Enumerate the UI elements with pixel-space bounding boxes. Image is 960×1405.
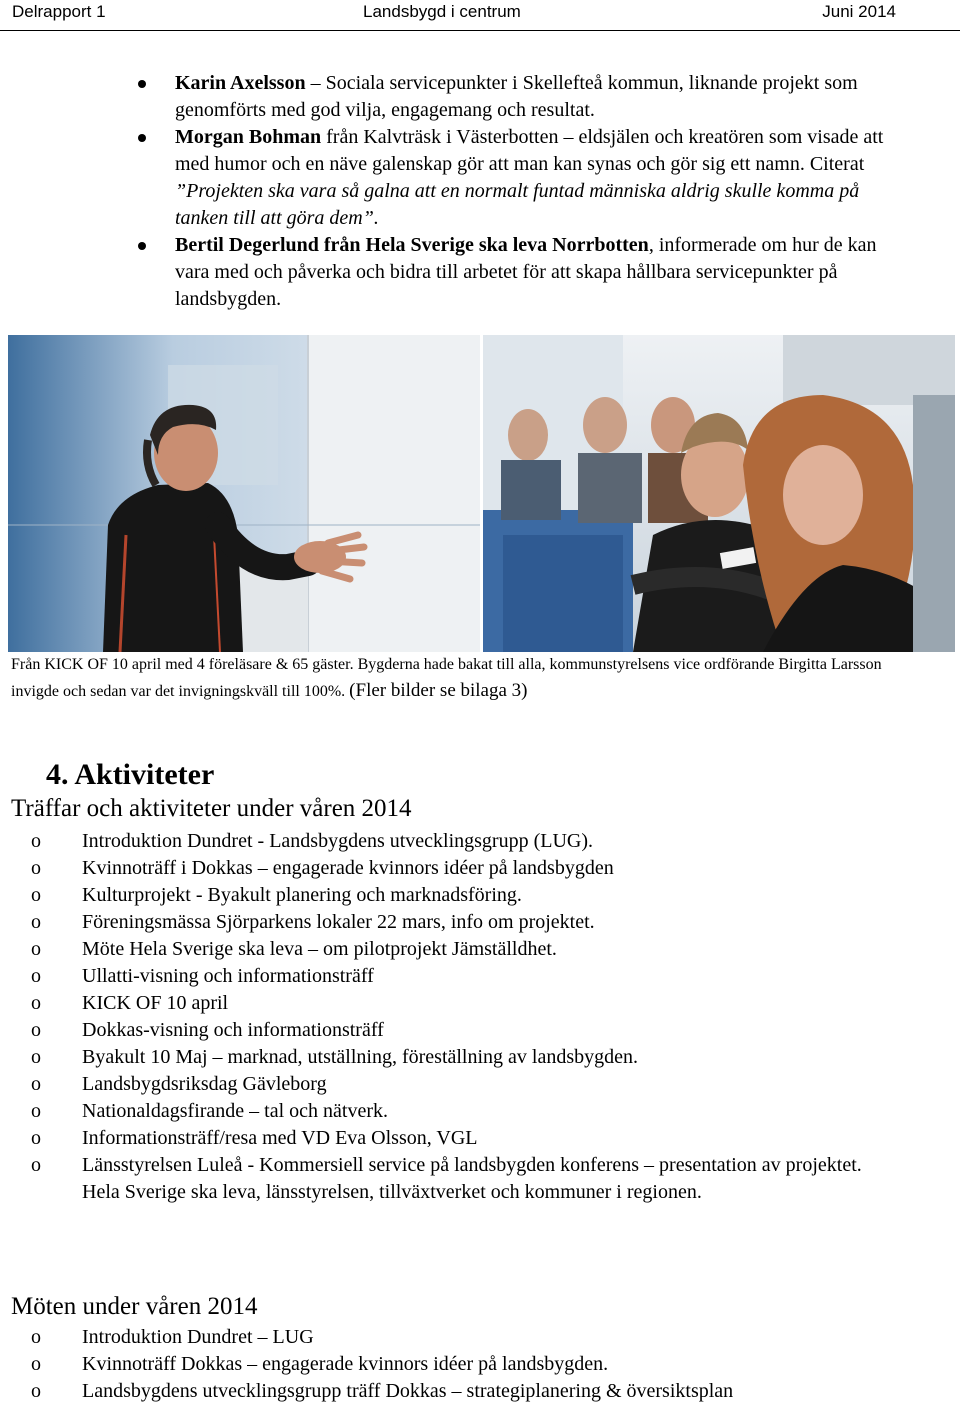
- bullet-dot: [138, 134, 146, 142]
- list-marker: o: [31, 1326, 41, 1348]
- activities-subheading: Träffar och aktiviteter under våren 2014: [11, 795, 412, 822]
- speaker-name: Karin Axelsson: [175, 72, 306, 94]
- list-item: [0, 1378, 900, 1405]
- page-header: [0, 0, 960, 27]
- item-text: Kvinnoträff Dokkas – engagerade kvinnors idéer på landsbygden.: [82, 1353, 609, 1375]
- speaker-list: [137, 70, 897, 313]
- header-rule: [0, 30, 960, 31]
- speaker-photo: [8, 335, 480, 652]
- item-text: Ullatti-visning och informationsträff: [82, 965, 374, 987]
- item-text: Länsstyrelsen Luleå - Kommersiell service på landsbygden konferens – presentation av projektet. Hela Sverige ska leva, länsstyrelsen, tillväxtverket och kommuner i regionen.: [82, 1154, 862, 1203]
- item-text: Föreningsmässa Sjörparkens lokaler 22 mars, info om projektet.: [82, 911, 595, 933]
- caption-text: Från KICK OF 10 april med 4 föreläsare & 65 gäster. Bygderna hade bakat till alla, kommunstyrelsens vice ordförande Birgitta Larsson invigde och sedan var det invigningskväll till 100%.: [11, 656, 882, 700]
- photo-caption: [11, 652, 931, 705]
- item-text: Introduktion Dundret – LUG: [82, 1326, 314, 1348]
- speaker-item: [137, 124, 897, 232]
- speaker-quote: ”Projekten ska vara så galna att en normalt funtad människa aldrig skulle komma på tanken till att göra dem”.: [175, 180, 860, 229]
- meetings-subheading: Möten under våren 2014: [11, 1293, 258, 1320]
- header-left: Delrapport 1: [12, 2, 106, 21]
- item-text: KICK OF 10 april: [82, 992, 229, 1014]
- list-item: [0, 990, 900, 1017]
- list-marker: o: [31, 911, 41, 933]
- speaker-name: Bertil Degerlund från Hela Sverige ska leva Norrbotten: [175, 234, 649, 256]
- list-marker: o: [31, 830, 41, 852]
- item-text: Dokkas-visning och informationsträff: [82, 1019, 384, 1041]
- list-item: [0, 909, 900, 936]
- item-text: Möte Hela Sverige ska leva – om pilotprojekt Jämställdhet.: [82, 938, 557, 960]
- list-item: [0, 1071, 900, 1098]
- speaker-item: [137, 232, 897, 313]
- list-item: [0, 1098, 900, 1125]
- speaker-name: Morgan Bohman: [175, 126, 322, 148]
- bullet-dot: [138, 242, 146, 250]
- list-item: [0, 1125, 900, 1152]
- speaker-text: från Kalvträsk i Västerbotten – eldsjälen och kreatören som visade att med humor och en näve galenskap gör att man kan synas och gör sig ett namn. Citerat: [175, 126, 884, 175]
- item-text: Landsbygdens utvecklingsgrupp träff Dokkas – strategiplanering & översiktsplan: [82, 1380, 734, 1402]
- header-right: Juni 2014: [822, 2, 896, 21]
- item-text: Nationaldagsfirande – tal och nätverk.: [82, 1100, 388, 1122]
- speaker-text: – Sociala servicepunkter i Skellefteå kommun, liknande projekt som genomförts med god vilja, engagemang och resultat.: [175, 72, 858, 121]
- item-text: Byakult 10 Maj – marknad, utställning, föreställning av landsbygden.: [82, 1046, 639, 1068]
- list-item: [0, 882, 900, 909]
- list-marker: o: [31, 1353, 41, 1375]
- list-item: [0, 936, 900, 963]
- list-item: [0, 828, 900, 855]
- meetings-list: [0, 1324, 900, 1405]
- list-marker: o: [31, 1073, 41, 1095]
- speaker-text: , informerade om hur de kan vara med och påverka och bidra till arbetet för att skapa hållbara servicepunkter på landsbygden.: [175, 234, 877, 310]
- item-text: Kulturprojekt - Byakult planering och marknadsföring.: [82, 884, 522, 906]
- bullet-dot: [138, 80, 146, 88]
- list-item: [0, 1152, 900, 1206]
- item-text: Introduktion Dundret - Landsbygdens utvecklingsgrupp (LUG).: [82, 830, 594, 852]
- list-marker: o: [31, 1154, 41, 1176]
- header-center: Landsbygd i centrum: [363, 2, 521, 21]
- list-marker: o: [31, 857, 41, 879]
- list-marker: o: [31, 1100, 41, 1122]
- list-item: [0, 1044, 900, 1071]
- list-marker: o: [31, 1046, 41, 1068]
- list-item: [0, 963, 900, 990]
- list-item: [0, 1324, 900, 1351]
- section-title: 4. Aktiviteter: [46, 758, 215, 791]
- list-marker: o: [31, 1380, 41, 1402]
- item-text: Kvinnoträff i Dokkas – engagerade kvinnors idéer på landsbygden: [82, 857, 614, 879]
- item-text: Informationsträff/resa med VD Eva Olsson, VGL: [82, 1127, 478, 1149]
- audience-photo: [483, 335, 955, 652]
- list-marker: o: [31, 938, 41, 960]
- list-item: [0, 855, 900, 882]
- list-item: [0, 1351, 900, 1378]
- list-marker: o: [31, 1127, 41, 1149]
- speaker-item: [137, 70, 897, 124]
- activities-list: [0, 828, 900, 1206]
- caption-see-appendix: (Fler bilder se bilaga 3): [349, 680, 528, 701]
- list-marker: o: [31, 884, 41, 906]
- list-marker: o: [31, 992, 41, 1014]
- item-text: Landsbygdsriksdag Gävleborg: [82, 1073, 327, 1095]
- list-marker: o: [31, 1019, 41, 1041]
- list-marker: o: [31, 965, 41, 987]
- list-item: [0, 1017, 900, 1044]
